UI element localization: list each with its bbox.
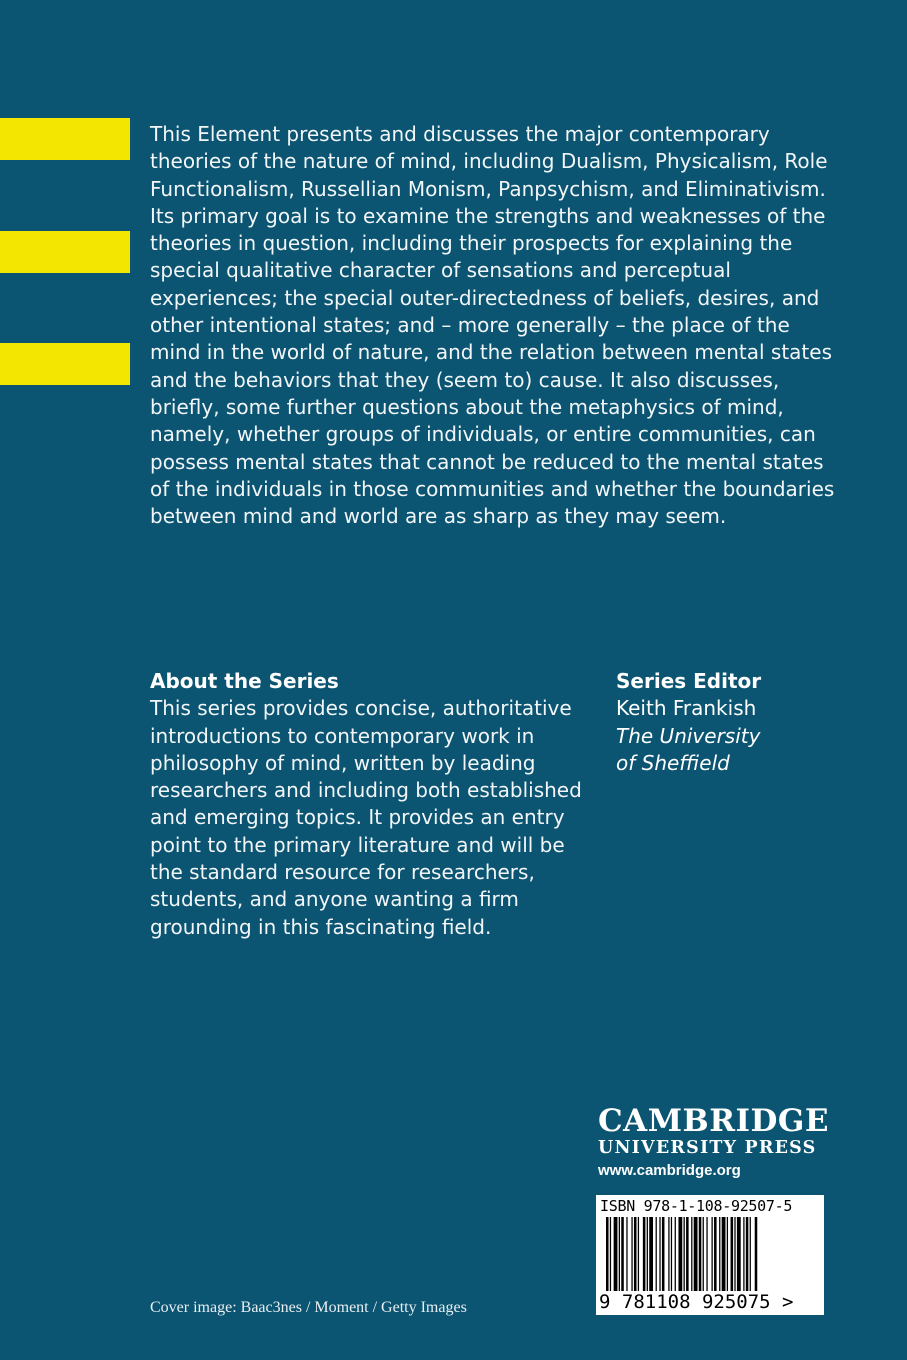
barcode-bar bbox=[631, 1217, 632, 1291]
barcode-bar bbox=[619, 1217, 620, 1291]
barcode-bar bbox=[719, 1217, 720, 1291]
yellow-accent-bar-middle bbox=[0, 231, 130, 273]
barcode-bar bbox=[668, 1217, 669, 1291]
barcode-bar bbox=[634, 1217, 637, 1291]
barcode-bar bbox=[750, 1217, 751, 1291]
barcode-bars bbox=[596, 1217, 824, 1291]
barcode-bar bbox=[694, 1217, 698, 1291]
series-editor-heading: Series Editor bbox=[616, 669, 762, 693]
barcode-bar bbox=[606, 1217, 609, 1291]
isbn-label: ISBN 978-1-108-92507-5 bbox=[600, 1197, 793, 1215]
about-series-heading: About the Series bbox=[150, 669, 339, 693]
about-series-section bbox=[150, 668, 600, 941]
barcode-bar bbox=[714, 1217, 717, 1291]
book-description: This Element presents and discusses the major contemporary theories of the nature of mind, including Dualism, Physicalism, Role Functionalism, Russellian Monism, Panpsychism, and Eliminativism. Its primary goal is to examine the strengths and weaknesses of the theories in question, including their prospects for explaining the special qualitative character of sensations and perceptual experiences; the special outer-directedness of beliefs, desires, and other intentional states; and – more generally – the place of the mind in the world of nature, and the relation between mental states and the behaviors that they (seem to) cause. It also discusses, briefly, some further questions about the metaphysics of mind, namely, whether groups of individuals, or entire communities, can possess mental states that cannot be reduced to the mental states of the individuals in those communities and whether the boundaries between mind and world are as sharp as they may seem. bbox=[150, 122, 835, 529]
barcode-bar bbox=[684, 1217, 685, 1291]
barcode-bar bbox=[678, 1217, 682, 1291]
series-editor-name: Keith Frankish bbox=[616, 696, 757, 721]
yellow-accent-bar-top bbox=[0, 118, 130, 160]
barcode-bar bbox=[737, 1217, 741, 1291]
barcode-bar bbox=[686, 1217, 689, 1291]
about-series-text: This series provides concise, authoritative introductions to contemporary work in philosophy of mind, written by leading researchers and including both established and emerging topics. It provides an entry point to the primary literature and will be the standard resource for researchers, students, and anyone wanting a firm grounding in this fascinating field. bbox=[150, 696, 582, 939]
yellow-accent-bar-bottom bbox=[0, 343, 130, 385]
publisher-name: CAMBRIDGE bbox=[598, 1103, 829, 1139]
isbn-barcode bbox=[596, 1195, 824, 1315]
barcode-bar bbox=[711, 1217, 712, 1291]
series-editor-section bbox=[616, 668, 836, 777]
series-editor-affiliation-line1: The University bbox=[616, 723, 761, 748]
barcode-bar bbox=[662, 1217, 665, 1291]
barcode-bar bbox=[626, 1217, 627, 1291]
barcode-bar bbox=[691, 1217, 692, 1291]
barcode-bar bbox=[675, 1217, 676, 1291]
barcode-digits: 9 781108 925075 > bbox=[599, 1291, 794, 1313]
barcode-bar bbox=[731, 1217, 734, 1291]
barcode-bar bbox=[706, 1217, 707, 1291]
barcode-bar bbox=[656, 1217, 657, 1291]
cover-image-credit: Cover image: Baac3nes / Moment / Getty Images bbox=[150, 1299, 467, 1316]
barcode-bar bbox=[746, 1217, 749, 1291]
barcode-bar bbox=[647, 1217, 648, 1291]
publisher-url: www.cambridge.org bbox=[598, 1162, 741, 1179]
barcode-bar bbox=[614, 1217, 618, 1291]
barcode-bar bbox=[649, 1217, 653, 1291]
barcode-bar bbox=[722, 1217, 726, 1291]
barcode-bar bbox=[727, 1217, 728, 1291]
barcode-bar bbox=[671, 1217, 672, 1291]
barcode-bar bbox=[699, 1217, 702, 1291]
barcode-bar bbox=[659, 1217, 660, 1291]
barcode-bar bbox=[703, 1217, 704, 1291]
barcode-bar bbox=[621, 1217, 624, 1291]
publisher-logo bbox=[598, 1104, 828, 1182]
barcode-bar bbox=[610, 1217, 611, 1291]
publisher-press: UNIVERSITY PRESS bbox=[598, 1138, 817, 1158]
barcode-bar bbox=[734, 1217, 735, 1291]
barcode-bar bbox=[638, 1217, 639, 1291]
barcode-bar bbox=[743, 1217, 744, 1291]
series-editor-affiliation-line2: of Sheffield bbox=[616, 750, 730, 775]
barcode-bar bbox=[643, 1217, 646, 1291]
barcode-bar bbox=[755, 1217, 758, 1291]
